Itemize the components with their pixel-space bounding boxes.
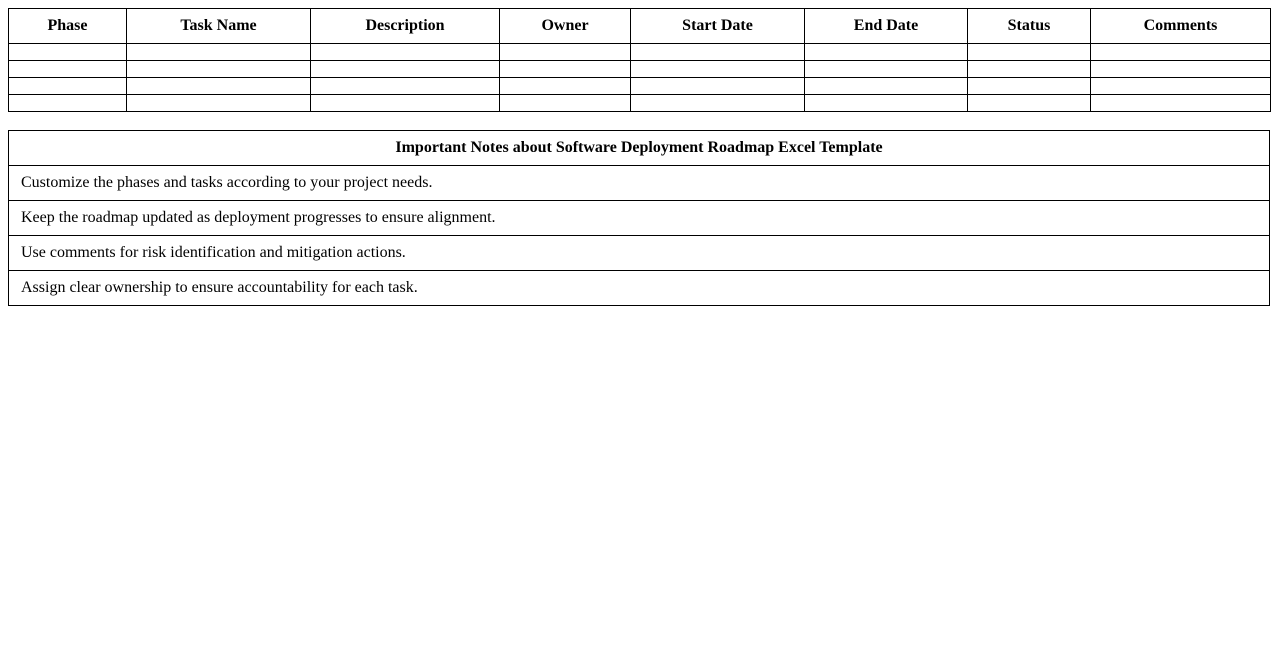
table-row (9, 61, 1271, 78)
table-cell[interactable] (1091, 78, 1271, 95)
column-header-phase: Phase (9, 9, 127, 44)
table-cell[interactable] (127, 95, 311, 112)
table-cell[interactable] (311, 44, 500, 61)
table-cell[interactable] (805, 78, 968, 95)
note-item: Assign clear ownership to ensure accountability for each task. (9, 271, 1270, 306)
column-header-task-name: Task Name (127, 9, 311, 44)
column-header-start-date: Start Date (631, 9, 805, 44)
table-cell[interactable] (311, 61, 500, 78)
table-cell[interactable] (311, 78, 500, 95)
table-cell[interactable] (805, 95, 968, 112)
table-cell[interactable] (311, 95, 500, 112)
table-cell[interactable] (1091, 61, 1271, 78)
table-cell[interactable] (500, 61, 631, 78)
table-cell[interactable] (1091, 95, 1271, 112)
table-cell[interactable] (968, 95, 1091, 112)
notes-row (9, 166, 1270, 201)
note-item: Customize the phases and tasks according to your project needs. (9, 166, 1270, 201)
table-cell[interactable] (127, 61, 311, 78)
table-cell[interactable] (9, 44, 127, 61)
table-cell[interactable] (1091, 44, 1271, 61)
table-cell[interactable] (500, 78, 631, 95)
notes-table (8, 130, 1270, 306)
column-header-owner: Owner (500, 9, 631, 44)
notes-row (9, 201, 1270, 236)
table-cell[interactable] (9, 78, 127, 95)
table-cell[interactable] (805, 44, 968, 61)
table-cell[interactable] (500, 95, 631, 112)
table-cell[interactable] (9, 95, 127, 112)
table-cell[interactable] (127, 44, 311, 61)
note-item: Use comments for risk identification and mitigation actions. (9, 236, 1270, 271)
table-cell[interactable] (631, 78, 805, 95)
column-header-end-date: End Date (805, 9, 968, 44)
notes-row (9, 271, 1270, 306)
roadmap-header-row (9, 9, 1271, 44)
table-row (9, 44, 1271, 61)
notes-title: Important Notes about Software Deployment Roadmap Excel Template (9, 131, 1270, 166)
table-cell[interactable] (968, 78, 1091, 95)
table-cell[interactable] (500, 44, 631, 61)
table-row (9, 78, 1271, 95)
table-cell[interactable] (127, 78, 311, 95)
table-cell[interactable] (968, 61, 1091, 78)
table-cell[interactable] (9, 61, 127, 78)
notes-header-row (9, 131, 1270, 166)
column-header-status: Status (968, 9, 1091, 44)
table-cell[interactable] (968, 44, 1091, 61)
table-cell[interactable] (631, 95, 805, 112)
table-cell[interactable] (631, 61, 805, 78)
table-cell[interactable] (631, 44, 805, 61)
table-cell[interactable] (805, 61, 968, 78)
column-header-description: Description (311, 9, 500, 44)
table-row (9, 95, 1271, 112)
column-header-comments: Comments (1091, 9, 1271, 44)
note-item: Keep the roadmap updated as deployment progresses to ensure alignment. (9, 201, 1270, 236)
notes-row (9, 236, 1270, 271)
roadmap-table (8, 8, 1271, 112)
